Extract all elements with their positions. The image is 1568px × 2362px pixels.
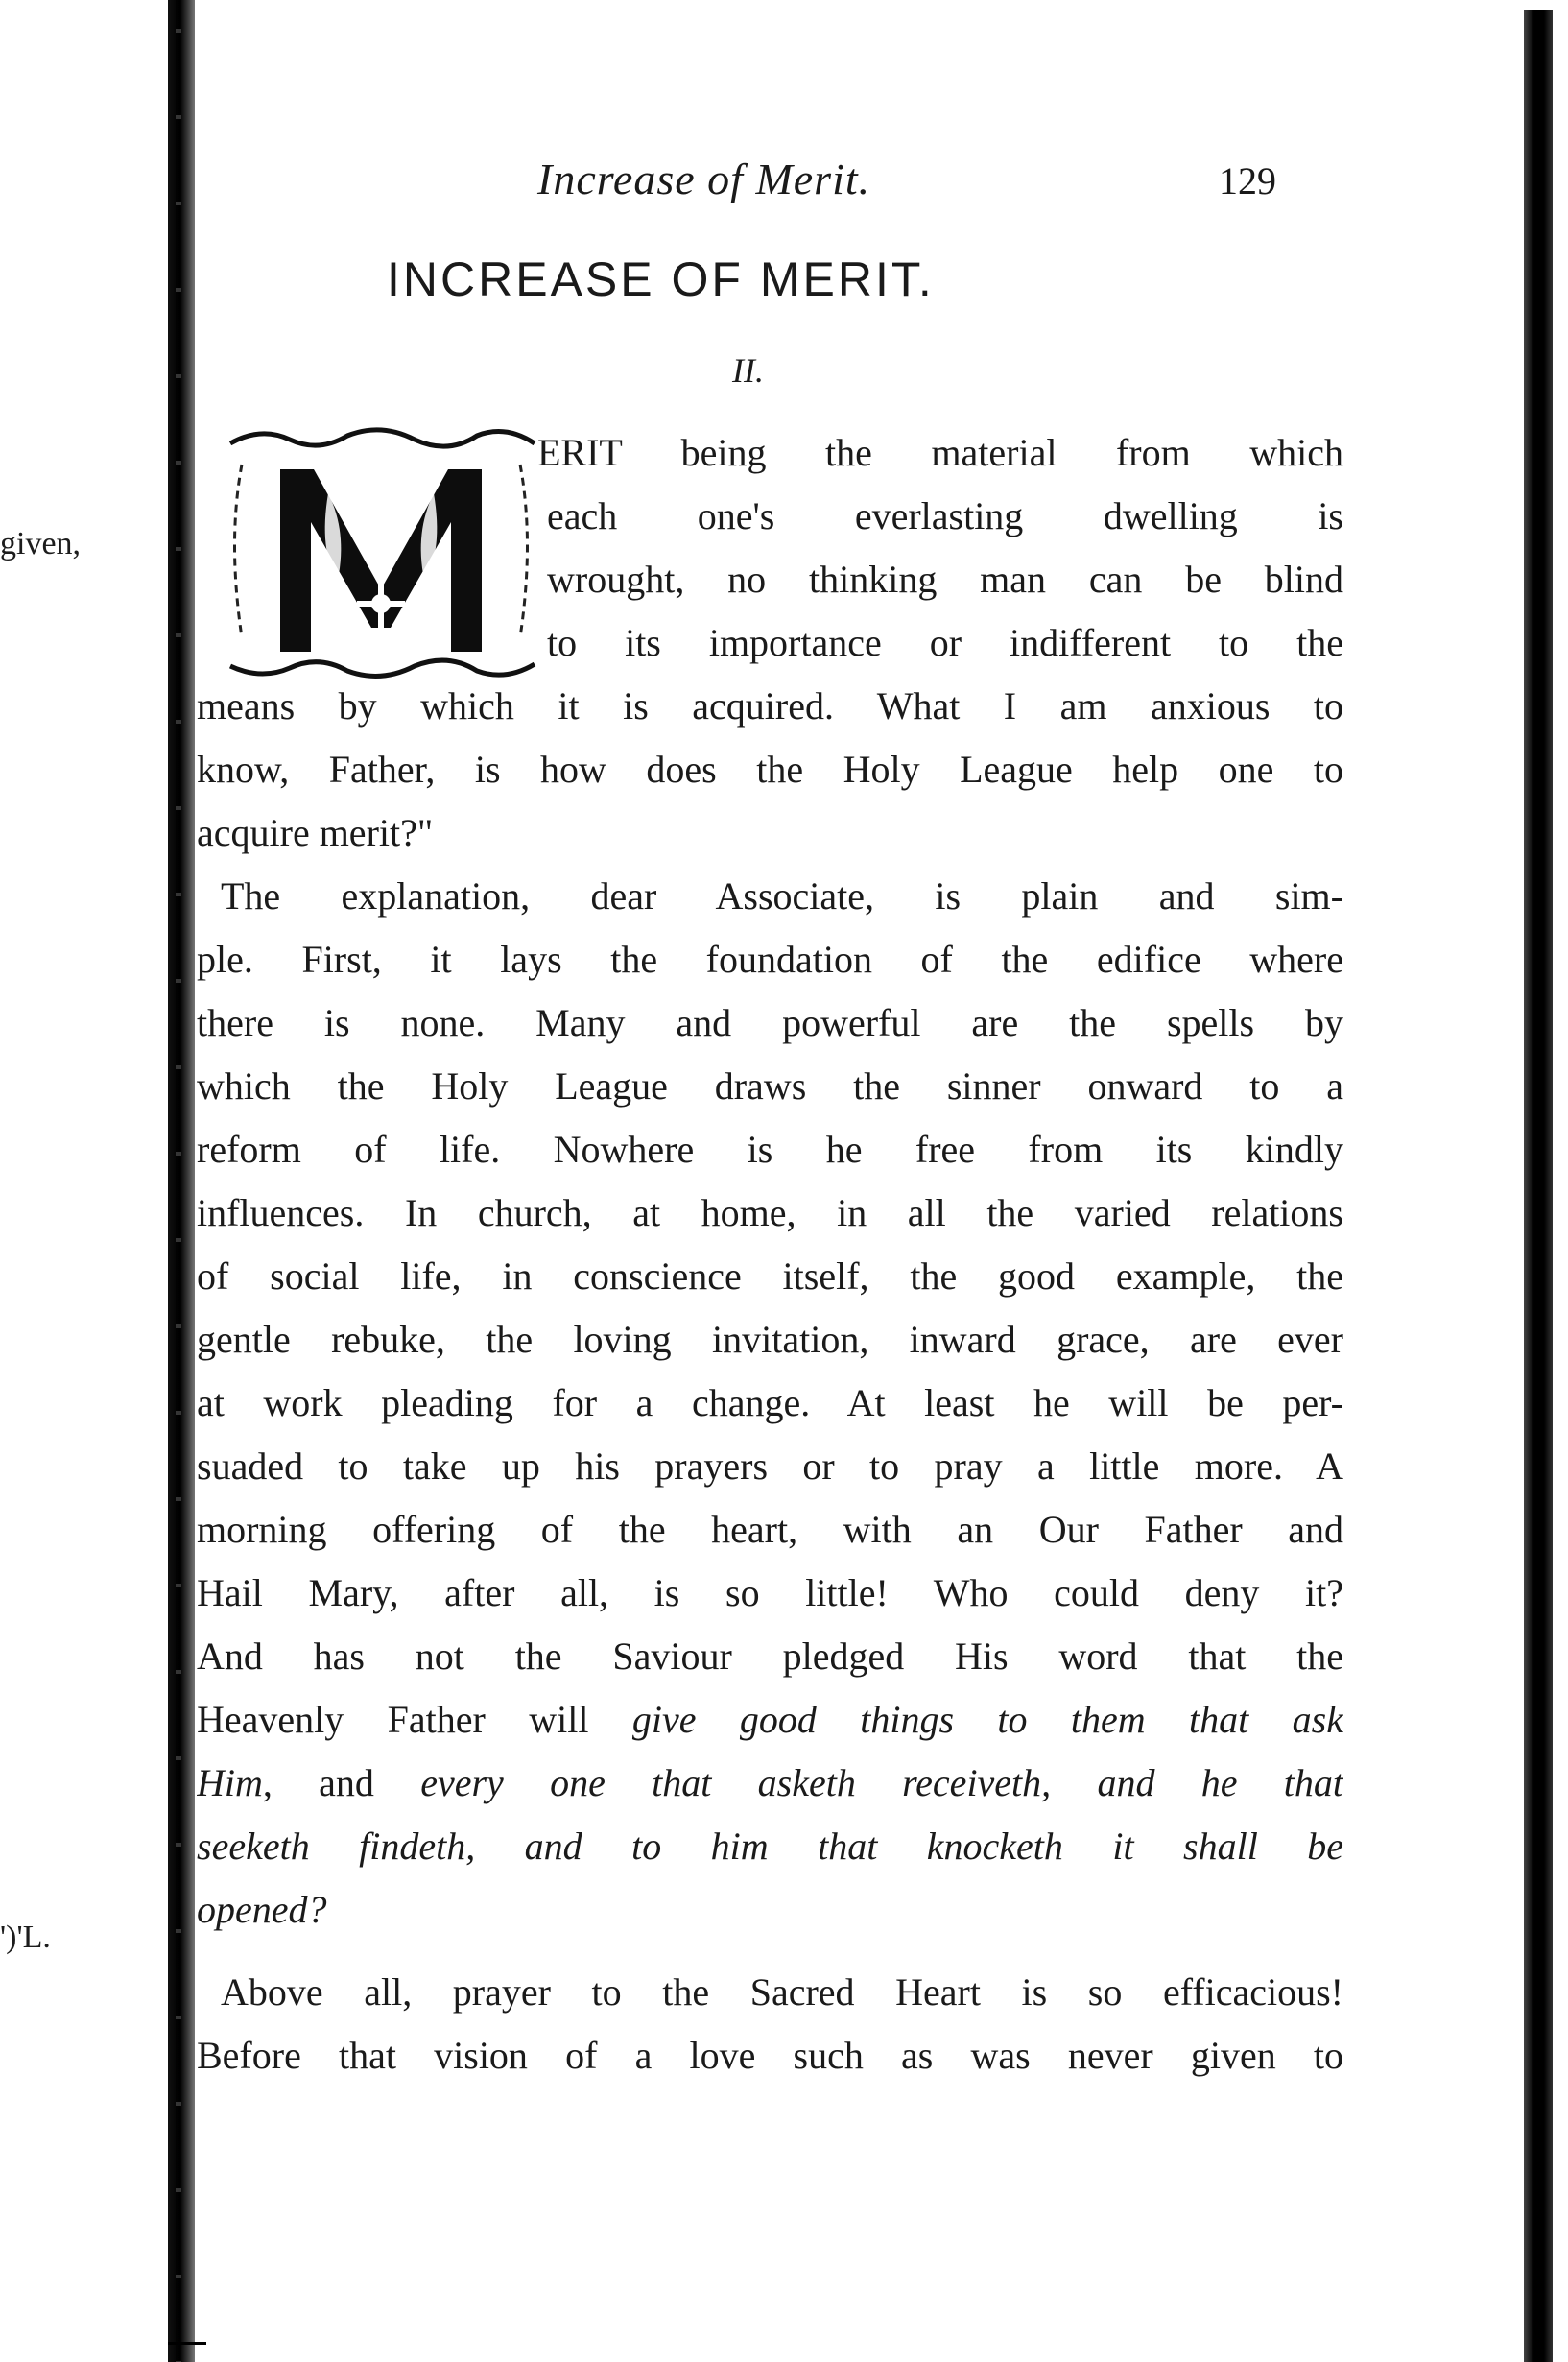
text-line: each one's everlasting dwelling is	[547, 497, 1343, 537]
bottom-rule	[168, 2342, 206, 2345]
text-line: influences. In church, at home, in all the varied relations	[197, 1194, 1343, 1234]
text-line: suaded to take up his prayers or to pray a little more. A	[197, 1447, 1343, 1488]
text-line: at work pleading for a change. At least he will be per-	[197, 1384, 1343, 1424]
binding-shadow	[168, 0, 195, 2362]
text-line: know, Father, is how does the Holy League help one to	[197, 751, 1343, 791]
text-line: ple. First, it lays the foundation of the edifice where	[197, 941, 1343, 981]
text-line: Before that vision of a love such as was never given to	[197, 2037, 1343, 2077]
text-line: ERIT being the material from which	[537, 434, 1343, 474]
margin-fragment-given: given,	[0, 526, 82, 561]
running-head: Increase of Merit.	[537, 155, 871, 203]
text-line: The explanation, dear Associate, is plain and sim-	[221, 877, 1343, 918]
text-line: means by which it is acquired. What I am anxious to	[197, 687, 1343, 728]
section-number: II.	[732, 351, 764, 390]
text-line: wrought, no thinking man can be blind	[547, 561, 1343, 601]
text-line: Heavenly Father will give good things to them that ask	[197, 1701, 1343, 1741]
text-line: to its importance or indifferent to the	[547, 624, 1343, 664]
chapter-title: INCREASE OF MERIT.	[387, 252, 935, 306]
text-line: Him, and every one that asketh receiveth, and he that	[197, 1764, 1343, 1804]
text-line: gentle rebuke, the loving invitation, inward grace, are ever	[197, 1321, 1343, 1361]
dropcap-letter: M	[380, 455, 382, 456]
text-line: Above all, prayer to the Sacred Heart is so efficacious!	[221, 1973, 1343, 2014]
page-edge-shadow	[1524, 10, 1553, 2362]
text-line: seeketh findeth, and to him that knocketh it shall be	[197, 1827, 1343, 1868]
text-line: of social life, in conscience itself, the good example, the	[197, 1257, 1343, 1298]
page-number: 129	[1219, 159, 1276, 203]
margin-fragment-ol: ')'L.	[0, 1920, 51, 1955]
text-line: reform of life. Nowhere is he free from its kindly	[197, 1131, 1343, 1171]
ornamental-dropcap-icon	[223, 426, 539, 680]
text-line: Hail Mary, after all, is so little! Who could deny it?	[197, 1574, 1343, 1614]
text-line: And has not the Saviour pledged His word that the	[197, 1637, 1343, 1678]
text-line: there is none. Many and powerful are the spells by	[197, 1004, 1343, 1044]
text-line: acquire merit?"	[197, 811, 434, 854]
text-line: opened?	[197, 1888, 327, 1931]
text-line: morning offering of the heart, with an Our Father and	[197, 1511, 1343, 1551]
text-line: which the Holy League draws the sinner onward to a	[197, 1067, 1343, 1108]
